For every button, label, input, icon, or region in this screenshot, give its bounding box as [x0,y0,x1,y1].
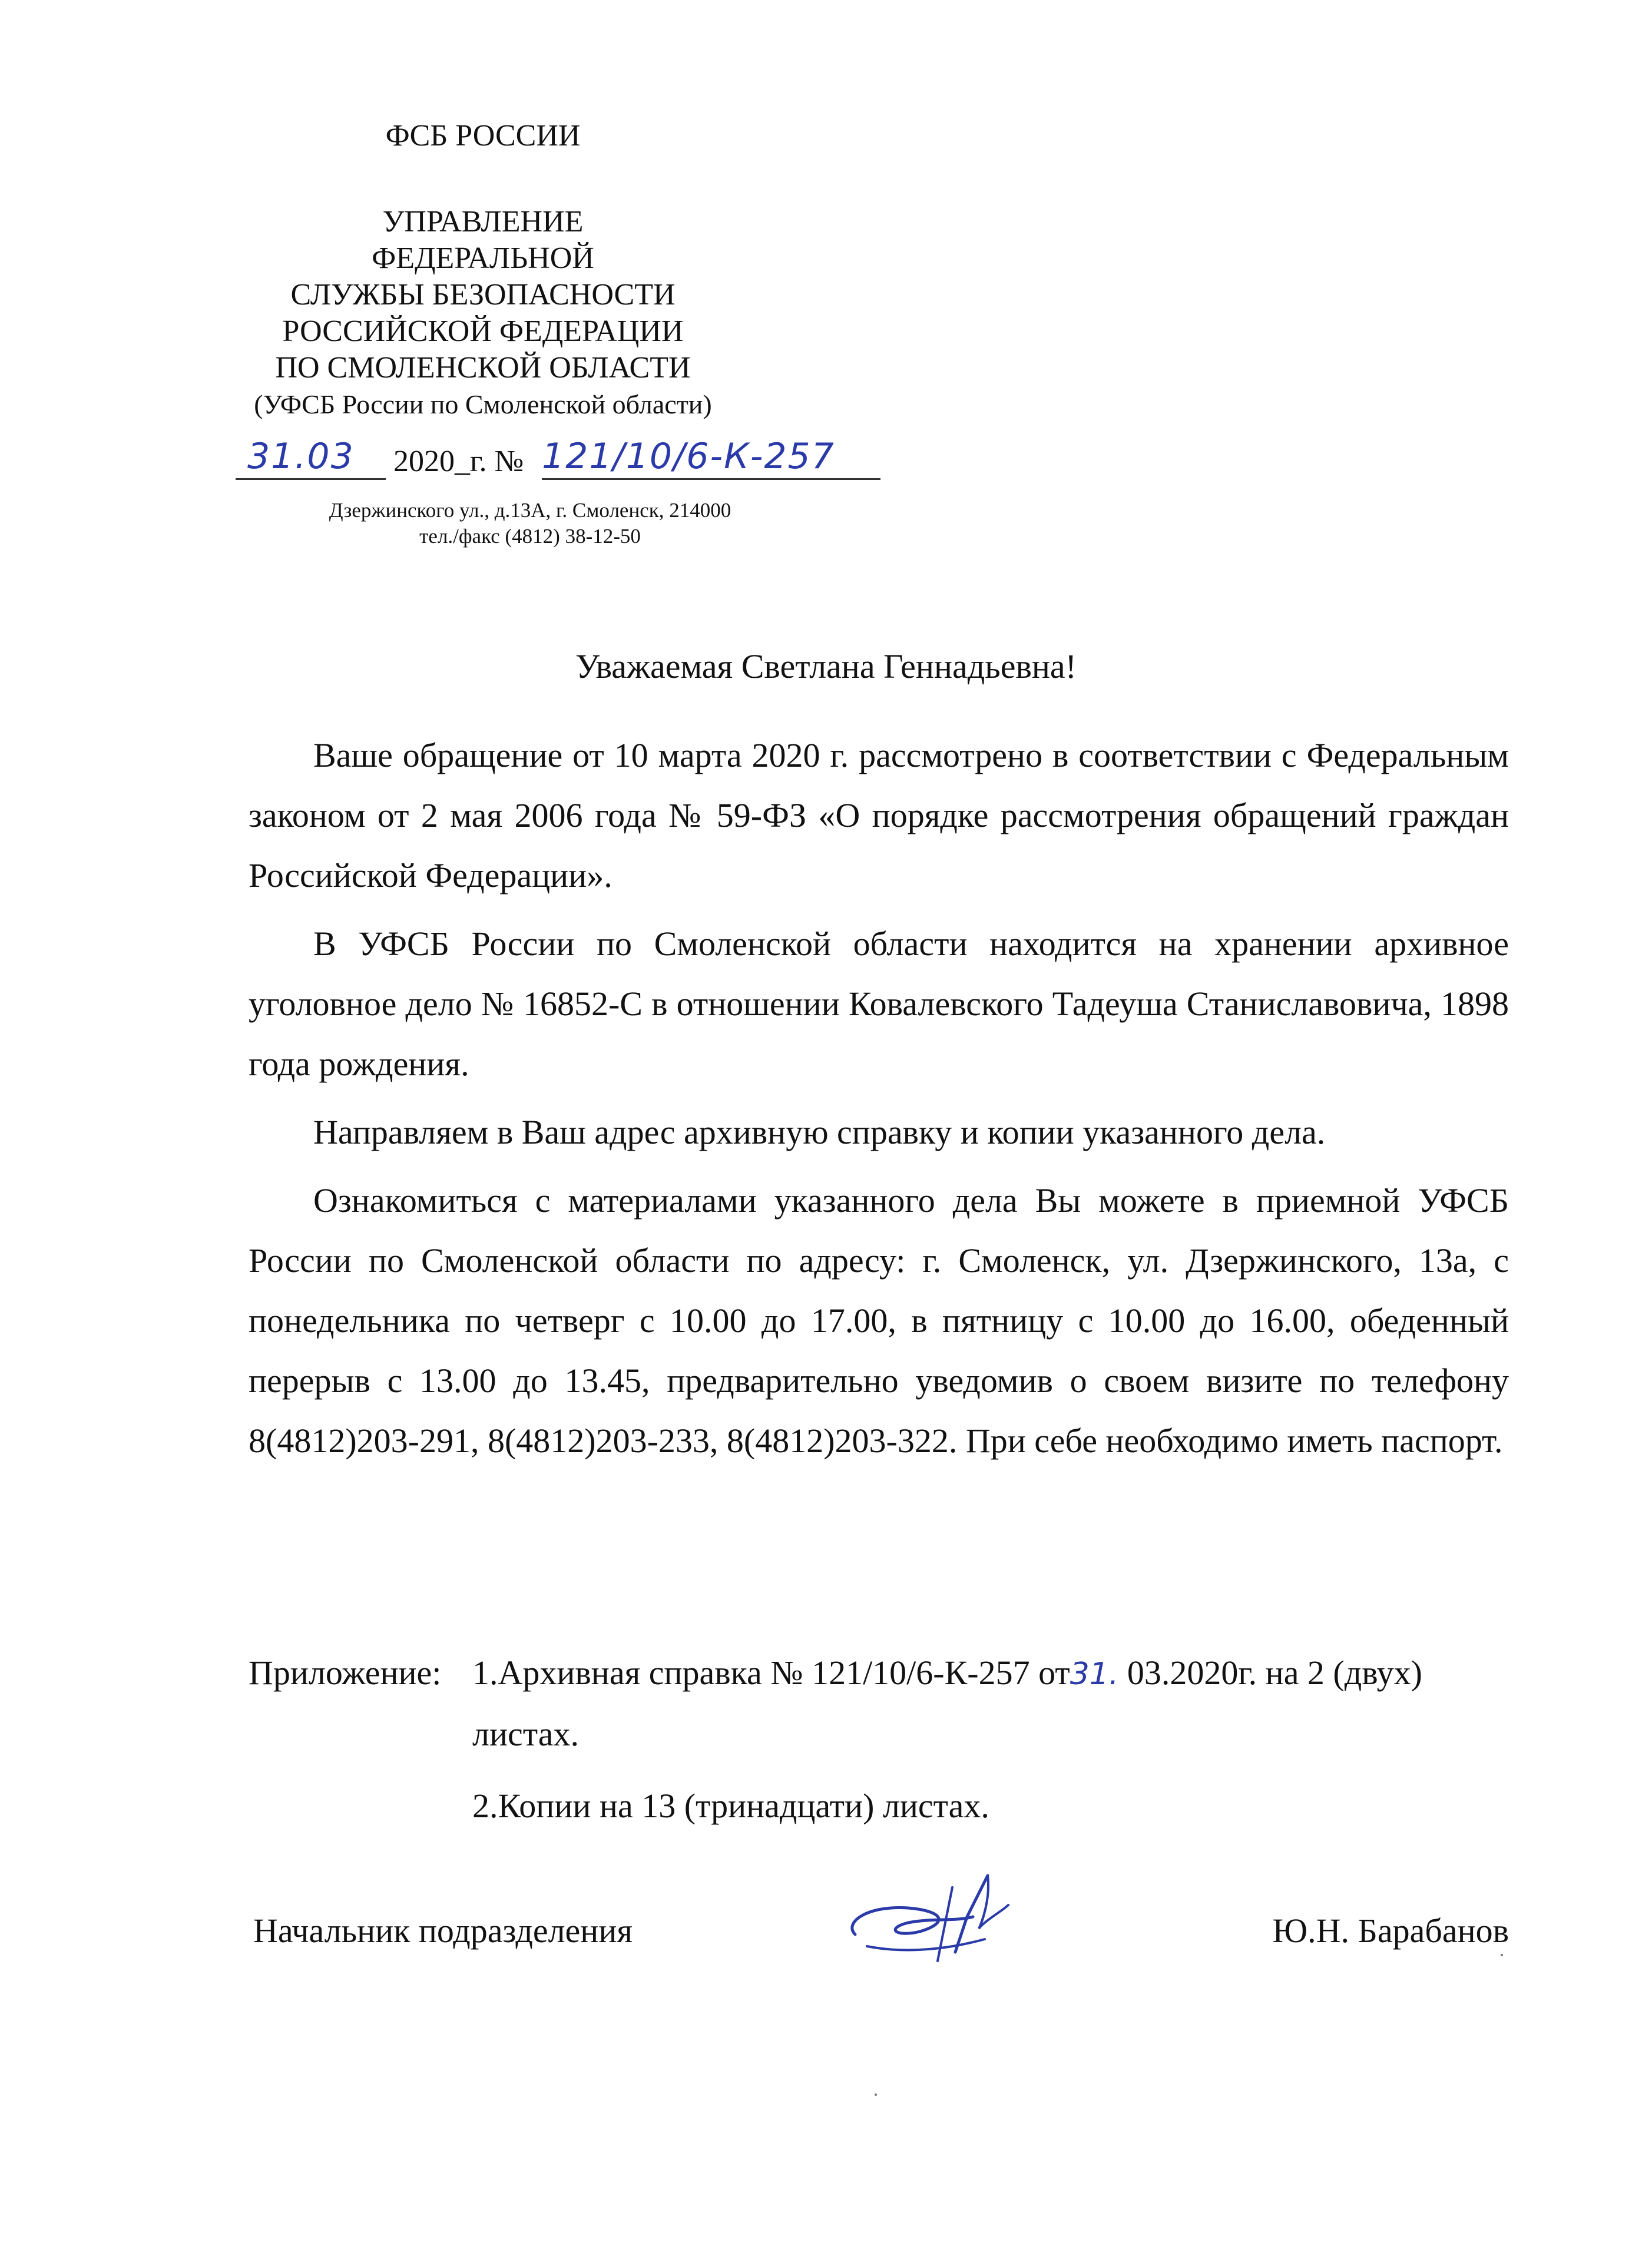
org-line-3: СЛУЖБЫ БЕЗОПАСНОСТИ [290,278,676,312]
letter-body [249,725,1509,1471]
outgoing-year-label: 2020_г. № [393,445,524,478]
outgoing-number-line [236,436,883,489]
org-line-4: РОССИЙСКОЙ ФЕДЕРАЦИИ [282,314,684,348]
handwritten-day: 31. [1070,1657,1119,1692]
attachments [249,1643,1509,1836]
attachment-text-rest: 03.2020г. на 2 (двух) листах. [472,1654,1422,1753]
scan-speck [1501,1954,1503,1956]
handwritten-date: 31.03 [247,436,355,477]
org-name: ФСБ РОССИИ [385,119,581,153]
address-line: Дзержинского ул., д.13А, г. Смоленск, 214000 [329,499,731,522]
org-short-name: (УФСБ России по Смоленской области) [254,389,712,419]
attachments-label: Приложение: [249,1654,442,1692]
signature-block [249,1899,1509,1982]
paragraph: Ознакомиться с материалами указанного дела Вы можете в приемной УФСБ России по Смоленской области по адресу: г. Смоленск, ул. Дзержинского, 13а, с понедельника по четверг с 10.00 до 17.00, в пятницу с 10.00 до 16.00, обеденный перерыв с 13.00 до 13.45, предварительно уведомив о своем визите по телефону 8(4812)203-291, 8(4812)203-233, 8(4812)203-322. При себе необходимо иметь паспорт. [249,1181,1509,1460]
handwritten-outgoing-number: 121/10/6-К-257 [542,436,835,477]
org-line-5: ПО СМОЛЕНСКОЙ ОБЛАСТИ [275,351,691,385]
salutation: Уважаемая Светлана Геннадьевна! [575,647,1077,685]
phone-line: тел./факс (4812) 38-12-50 [419,525,641,548]
org-line-2: ФЕДЕРАЛЬНОЙ [372,241,594,275]
attachment-item [472,1643,1509,1764]
org-line-1: УПРАВЛЕНИЕ [382,205,584,238]
attachment-text: 1.Архивная справка № 121/10/6-К-257 от [472,1654,1070,1692]
date-underline [236,478,386,480]
paragraph: Направляем в Ваш адрес архивную справку и копии указанного дела. [313,1113,1326,1151]
paragraph: В УФСБ России по Смоленской области находится на хранении архивное уголовное дело № 16852-С в отношении Ковалевского Тадеуша Станиславовича, 1898 года рождения. [249,925,1509,1083]
number-underline [542,478,880,480]
signatory-name: Ю.Н. Барабанов [1272,1911,1509,1950]
paragraph: Ваше обращение от 10 марта 2020 г. рассмотрено в соответствии с Федеральным законом от 2 мая 2006 года № 59-ФЗ «О порядке рассмотрения обращений граждан Российской Федерации». [249,736,1509,895]
attachment-item: 2.Копии на 13 (тринадцати) листах. [472,1787,989,1825]
letterhead [206,118,760,423]
handwritten-signature [832,1864,1026,1982]
scan-speck [875,2093,877,2096]
org-address [206,498,854,549]
signatory-title: Начальник подразделения [253,1911,633,1950]
